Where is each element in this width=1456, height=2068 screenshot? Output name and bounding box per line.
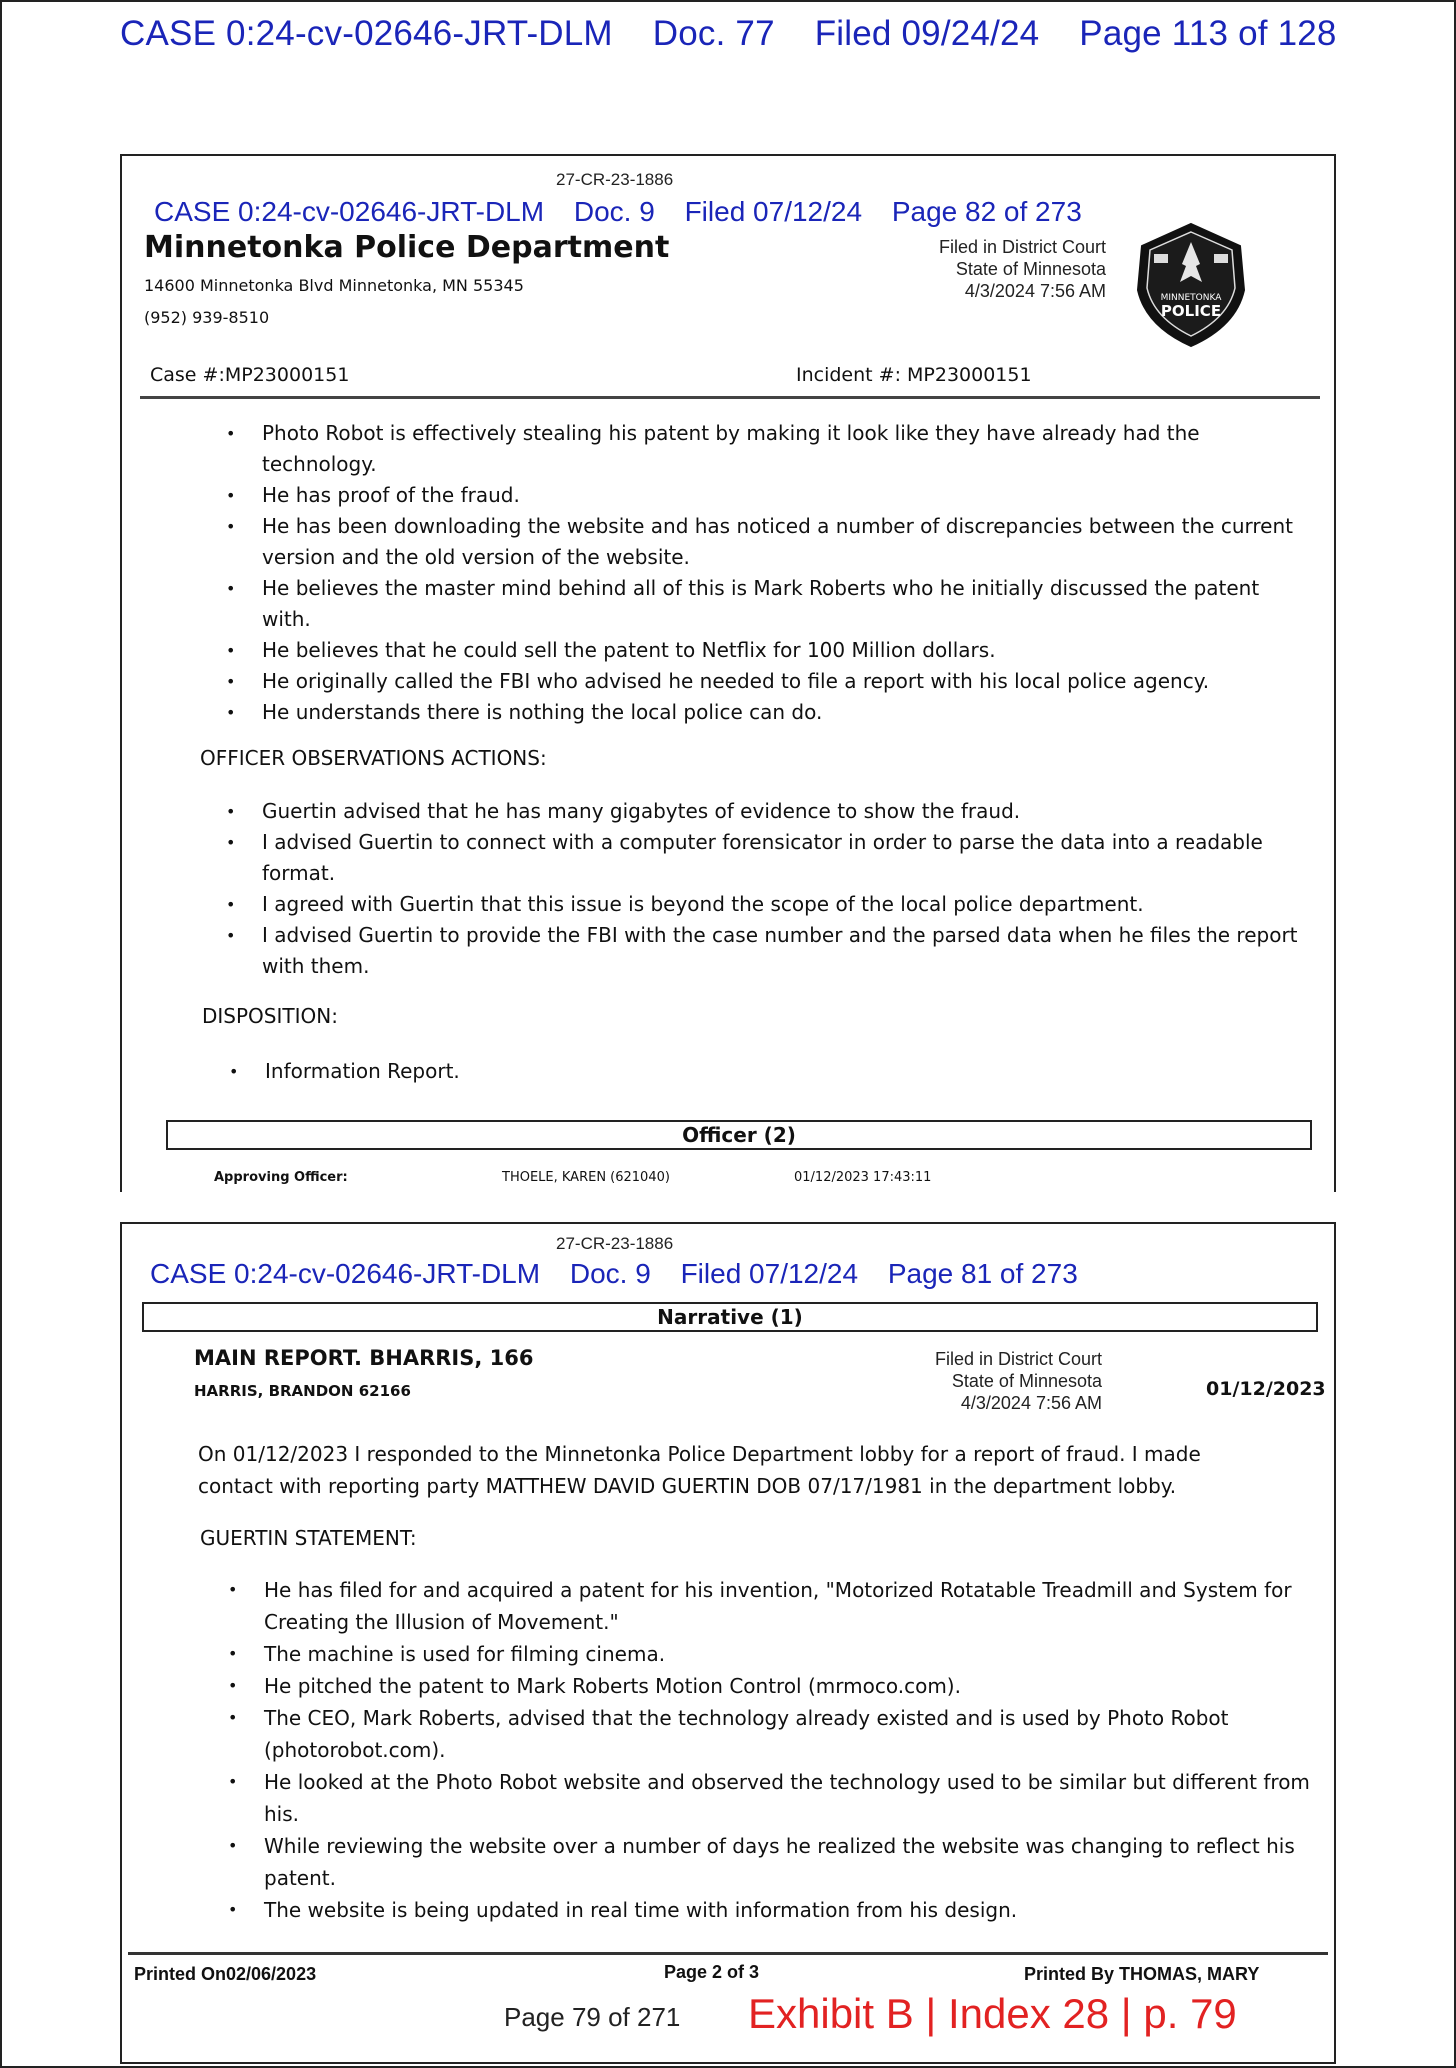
embedded-filed: Filed 07/12/24 [680,1258,859,1289]
report-page-narrative [120,1222,1336,2064]
stamp-line-1: Filed in District Court [934,1349,1102,1369]
department-phone: (952) 939-8510 [144,308,270,327]
filed-date: Filed 09/24/24 [814,14,1040,53]
department-name: Minnetonka Police Department [144,230,670,265]
stamp-line-2: State of Minnesota [955,259,1106,279]
district-court-stamp [862,236,1106,302]
bottom-page-number: Page 79 of 271 [504,2002,681,2032]
list-item: • He believes that he could sell the patent to Netflix for 100 Million dollars. [226,635,1306,666]
seal-top-text: MINNETONKA [1160,293,1222,303]
officer-section-bar: Officer (2) [166,1120,1312,1150]
approving-officer-name: THOELE, KAREN (621040) [502,1170,670,1185]
exhibit-label: Exhibit B | Index 28 | p. 79 [748,1990,1237,2037]
reporting-officer: HARRIS, BRANDON 62166 [194,1382,411,1400]
stamp-line-3: 4/3/2024 7:56 AM [964,281,1106,301]
observations-heading: OFFICER OBSERVATIONS ACTIONS: [200,746,547,770]
header-divider [140,396,1320,399]
list-item: • Guertin advised that he has many gigabytes of evidence to show the fraud. [226,796,1306,827]
police-seal-icon [1132,220,1250,350]
page-count: Page 113 of 128 [1079,14,1337,53]
list-item: • I advised Guertin to connect with a computer forensicator in order to parse the data into a readable format. [226,827,1306,889]
disposition-heading: DISPOSITION: [202,1004,338,1028]
statement-bullets [226,418,1306,728]
main-report-title: MAIN REPORT. BHARRIS, 166 [194,1346,534,1370]
department-address: 14600 Minnetonka Blvd Minnetonka, MN 55345 [144,276,524,295]
list-item: • The CEO, Mark Roberts, advised that the technology already existed and is used by Photo Robot (photorobot.com). [228,1702,1318,1766]
list-item: • He has been downloading the website and has noticed a number of discrepancies between the current version and the old version of the website. [226,511,1306,573]
state-case-number: 27-CR-23-1886 [556,1234,674,1253]
footer-divider [128,1952,1328,1955]
federal-case-header [120,14,1360,54]
embedded-case: CASE 0:24-cv-02646-JRT-DLM [150,1258,541,1289]
list-item: • He understands there is nothing the local police can do. [226,697,1306,728]
intro-line-1: On 01/12/2023 I responded to the Minnetonka Police Department lobby for a report of fraud. I made [198,1442,1201,1466]
guertin-statement-bullets [228,1574,1318,1926]
list-item: • The machine is used for filming cinema. [228,1638,1318,1670]
list-item: • He pitched the patent to Mark Roberts Motion Control (mrmoco.com). [228,1670,1318,1702]
list-item: • While reviewing the website over a number of days he realized the website was changing to reflect his patent. [228,1830,1318,1894]
incident-number-field: Incident #: MP23000151 [796,364,1032,386]
embedded-page: Page 81 of 273 [887,1258,1078,1289]
state-case-number: 27-CR-23-1886 [556,170,674,189]
case-number-field: Case #:MP23000151 [150,364,350,386]
stamp-line-1: Filed in District Court [938,237,1106,257]
observation-bullets [226,796,1306,982]
embedded-doc: Doc. 9 [569,1258,651,1289]
embedded-case-header [150,1258,1100,1290]
disposition-bullets [229,1056,1229,1087]
case-number: CASE 0:24-cv-02646-JRT-DLM [120,14,613,53]
list-item: • The website is being updated in real time with information from his design. [228,1894,1318,1926]
guertin-statement-heading: GUERTIN STATEMENT: [200,1526,417,1550]
list-item: • He originally called the FBI who advised he needed to file a report with his local police agency. [226,666,1306,697]
report-page-of: Page 2 of 3 [664,1962,760,1982]
list-item: • Information Report. [229,1056,1229,1087]
list-item: • I agreed with Guertin that this issue is beyond the scope of the local police department. [226,889,1306,920]
report-page-officer [120,154,1336,1192]
list-item: • Photo Robot is effectively stealing his patent by making it look like they have already had the technology. [226,418,1306,480]
list-item: • He has proof of the fraud. [226,480,1306,511]
doc-number: Doc. 77 [652,14,775,53]
seal-bottom-text: POLICE [1160,302,1222,320]
embedded-filed: Filed 07/12/24 [684,196,863,227]
printed-by: Printed By THOMAS, MARY [1024,1964,1260,1984]
embedded-case: CASE 0:24-cv-02646-JRT-DLM [154,196,545,227]
list-item: • I advised Guertin to provide the FBI with the case number and the parsed data when he files the report with them. [226,920,1306,982]
approving-officer-label: Approving Officer: [214,1170,348,1185]
stamp-line-2: State of Minnesota [951,1371,1102,1391]
report-date: 01/12/2023 [1206,1378,1326,1400]
printed-on: Printed On02/06/2023 [134,1964,317,1984]
narrative-section-bar: Narrative (1) [142,1302,1318,1332]
district-court-stamp [878,1348,1102,1414]
intro-line-2: contact with reporting party MATTHEW DAVID GUERTIN DOB 07/17/1981 in the department lobby. [198,1474,1177,1498]
embedded-doc: Doc. 9 [573,196,655,227]
embedded-page: Page 82 of 273 [891,196,1082,227]
list-item: • He believes the master mind behind all of this is Mark Roberts who he initially discussed the patent with. [226,573,1306,635]
stamp-line-3: 4/3/2024 7:56 AM [960,1393,1102,1413]
approval-datetime: 01/12/2023 17:43:11 [794,1170,932,1185]
list-item: • He has filed for and acquired a patent for his invention, "Motorized Rotatable Treadmill and System for Creating the Illusion of Movement." [228,1574,1318,1638]
embedded-case-header [154,196,1104,228]
list-item: • He looked at the Photo Robot website and observed the technology used to be similar but different from his. [228,1766,1318,1830]
intro-paragraph [198,1438,1318,1502]
